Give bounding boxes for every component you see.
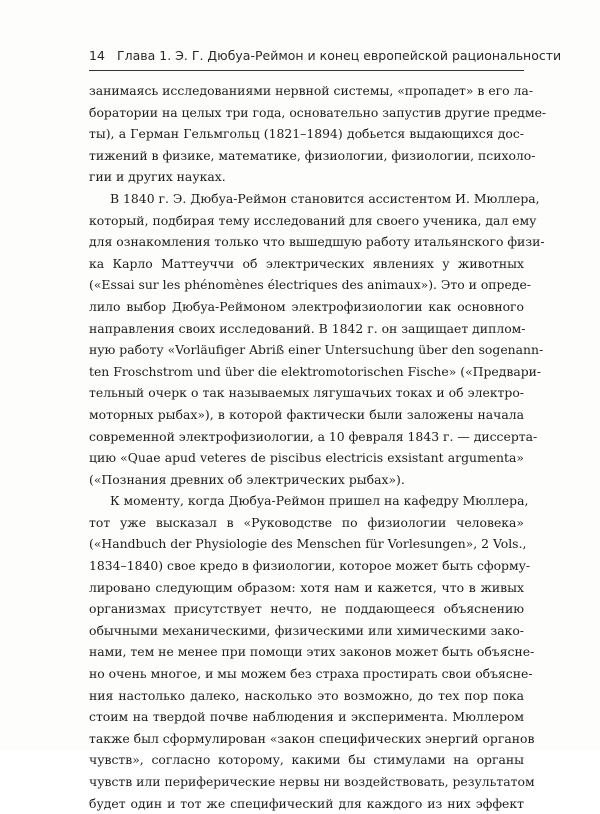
text-line: лило выбор Дюбуа-Реймоном электрофизиологии как основного [89, 298, 524, 314]
header-rule [89, 70, 524, 71]
body-text [89, 80, 547, 814]
text-line: ную работу «Vorläufiger Abriß einer Untersuchung über den sogenann- [89, 342, 544, 358]
text-line: но очень многое, и мы можем без страха простирать свои объясне- [89, 666, 533, 682]
text-line: цию «Quae apud veteres de piscibus electricis exsistant argumenta» [89, 450, 524, 466]
text-line: лировано следующим образом: хотя нам и кажется, что в живых [89, 579, 524, 595]
paragraph [89, 188, 545, 490]
page-number: 14 [89, 48, 105, 63]
text-line: («Познания древних об электрических рыбах»). [89, 471, 405, 487]
text-line: который, подбирая тему исследований для своего ученика, дал ему [89, 212, 537, 228]
text-line: В 1840 г. Э. Дюбуа-Реймон становится ассистентом И. Мюллера, [110, 190, 540, 206]
text-line: моторных рыбах»), в которой фактически были заложены начала [89, 406, 524, 422]
text-line: также был сформулирован «закон специфических энергий органов [89, 730, 535, 746]
text-line: чувств или периферические нервы ни воздействовать, результатом [89, 774, 535, 789]
text-line: тельный очерк о так называемых лягушачьих токах и об электро- [89, 385, 524, 401]
chapter-title: Глава 1. Э. Г. Дюбуа-Реймон и конец европейской рациональности [117, 48, 562, 63]
text-line: для ознакомления только что вышедшую работу итальянского физи- [89, 234, 545, 250]
text-line: стоим на твердой почве наблюдения и эксперимента. Мюллером [89, 709, 524, 725]
text-line: боратории на целых три года, основательно запустив другие предме- [89, 104, 547, 120]
text-line: современной электрофизиологии, а 10 февраля 1843 г. — диссерта- [89, 428, 538, 444]
text-line: гии и других науках. [89, 169, 226, 185]
text-line: направления своих исследований. В 1842 г. он защищает диплом- [89, 320, 526, 336]
text-line: тижений в физике, математике, физиологии, физиологии, психоло- [89, 147, 536, 163]
text-line: ты), а Герман Гельмгольц (1821–1894) добьется выдающихся дос- [89, 126, 524, 142]
text-line: («Essai sur les phénomènes électriques des animaux»). Это и опреде- [89, 277, 531, 293]
text-line: тот уже высказал в «Руководстве по физиологии человека» [89, 514, 524, 530]
text-line: будет один и тот же специфический для каждого из них эффект [89, 795, 524, 811]
text-line: («Handbuch der Physiologie des Menschen für Vorlesungen», 2 Vols., [89, 536, 527, 552]
paragraph [89, 80, 547, 188]
paragraph [89, 490, 535, 814]
text-line: обычными механическими, физическими или химическими зако- [89, 622, 524, 638]
text-line: ка Карло Маттеуччи об электрических явлениях у животных [89, 255, 524, 271]
text-line: 1834–1840) свое кредо в физиологии, которое может быть сформу- [89, 558, 531, 574]
text-line: К моменту, когда Дюбуа-Реймон пришел на кафедру Мюллера, [110, 493, 529, 509]
text-line: ния настолько далеко, насколько это возможно, до тех пор пока [89, 687, 524, 703]
text-line: ten Froschstrom und über die elektromotorischen Fische» («Предвари- [89, 363, 542, 379]
text-line: чувств», согласно которому, какими бы стимулами на органы [89, 752, 524, 768]
text-line: нами, тем не менее при помощи этих законов может быть объясне- [89, 644, 535, 660]
running-head [89, 37, 562, 67]
text-line: организмах присутствует нечто, не поддающееся объяснению [89, 601, 524, 617]
text-line: занимаясь исследованиями нервной системы, «пропадет» в его ла- [89, 83, 533, 98]
